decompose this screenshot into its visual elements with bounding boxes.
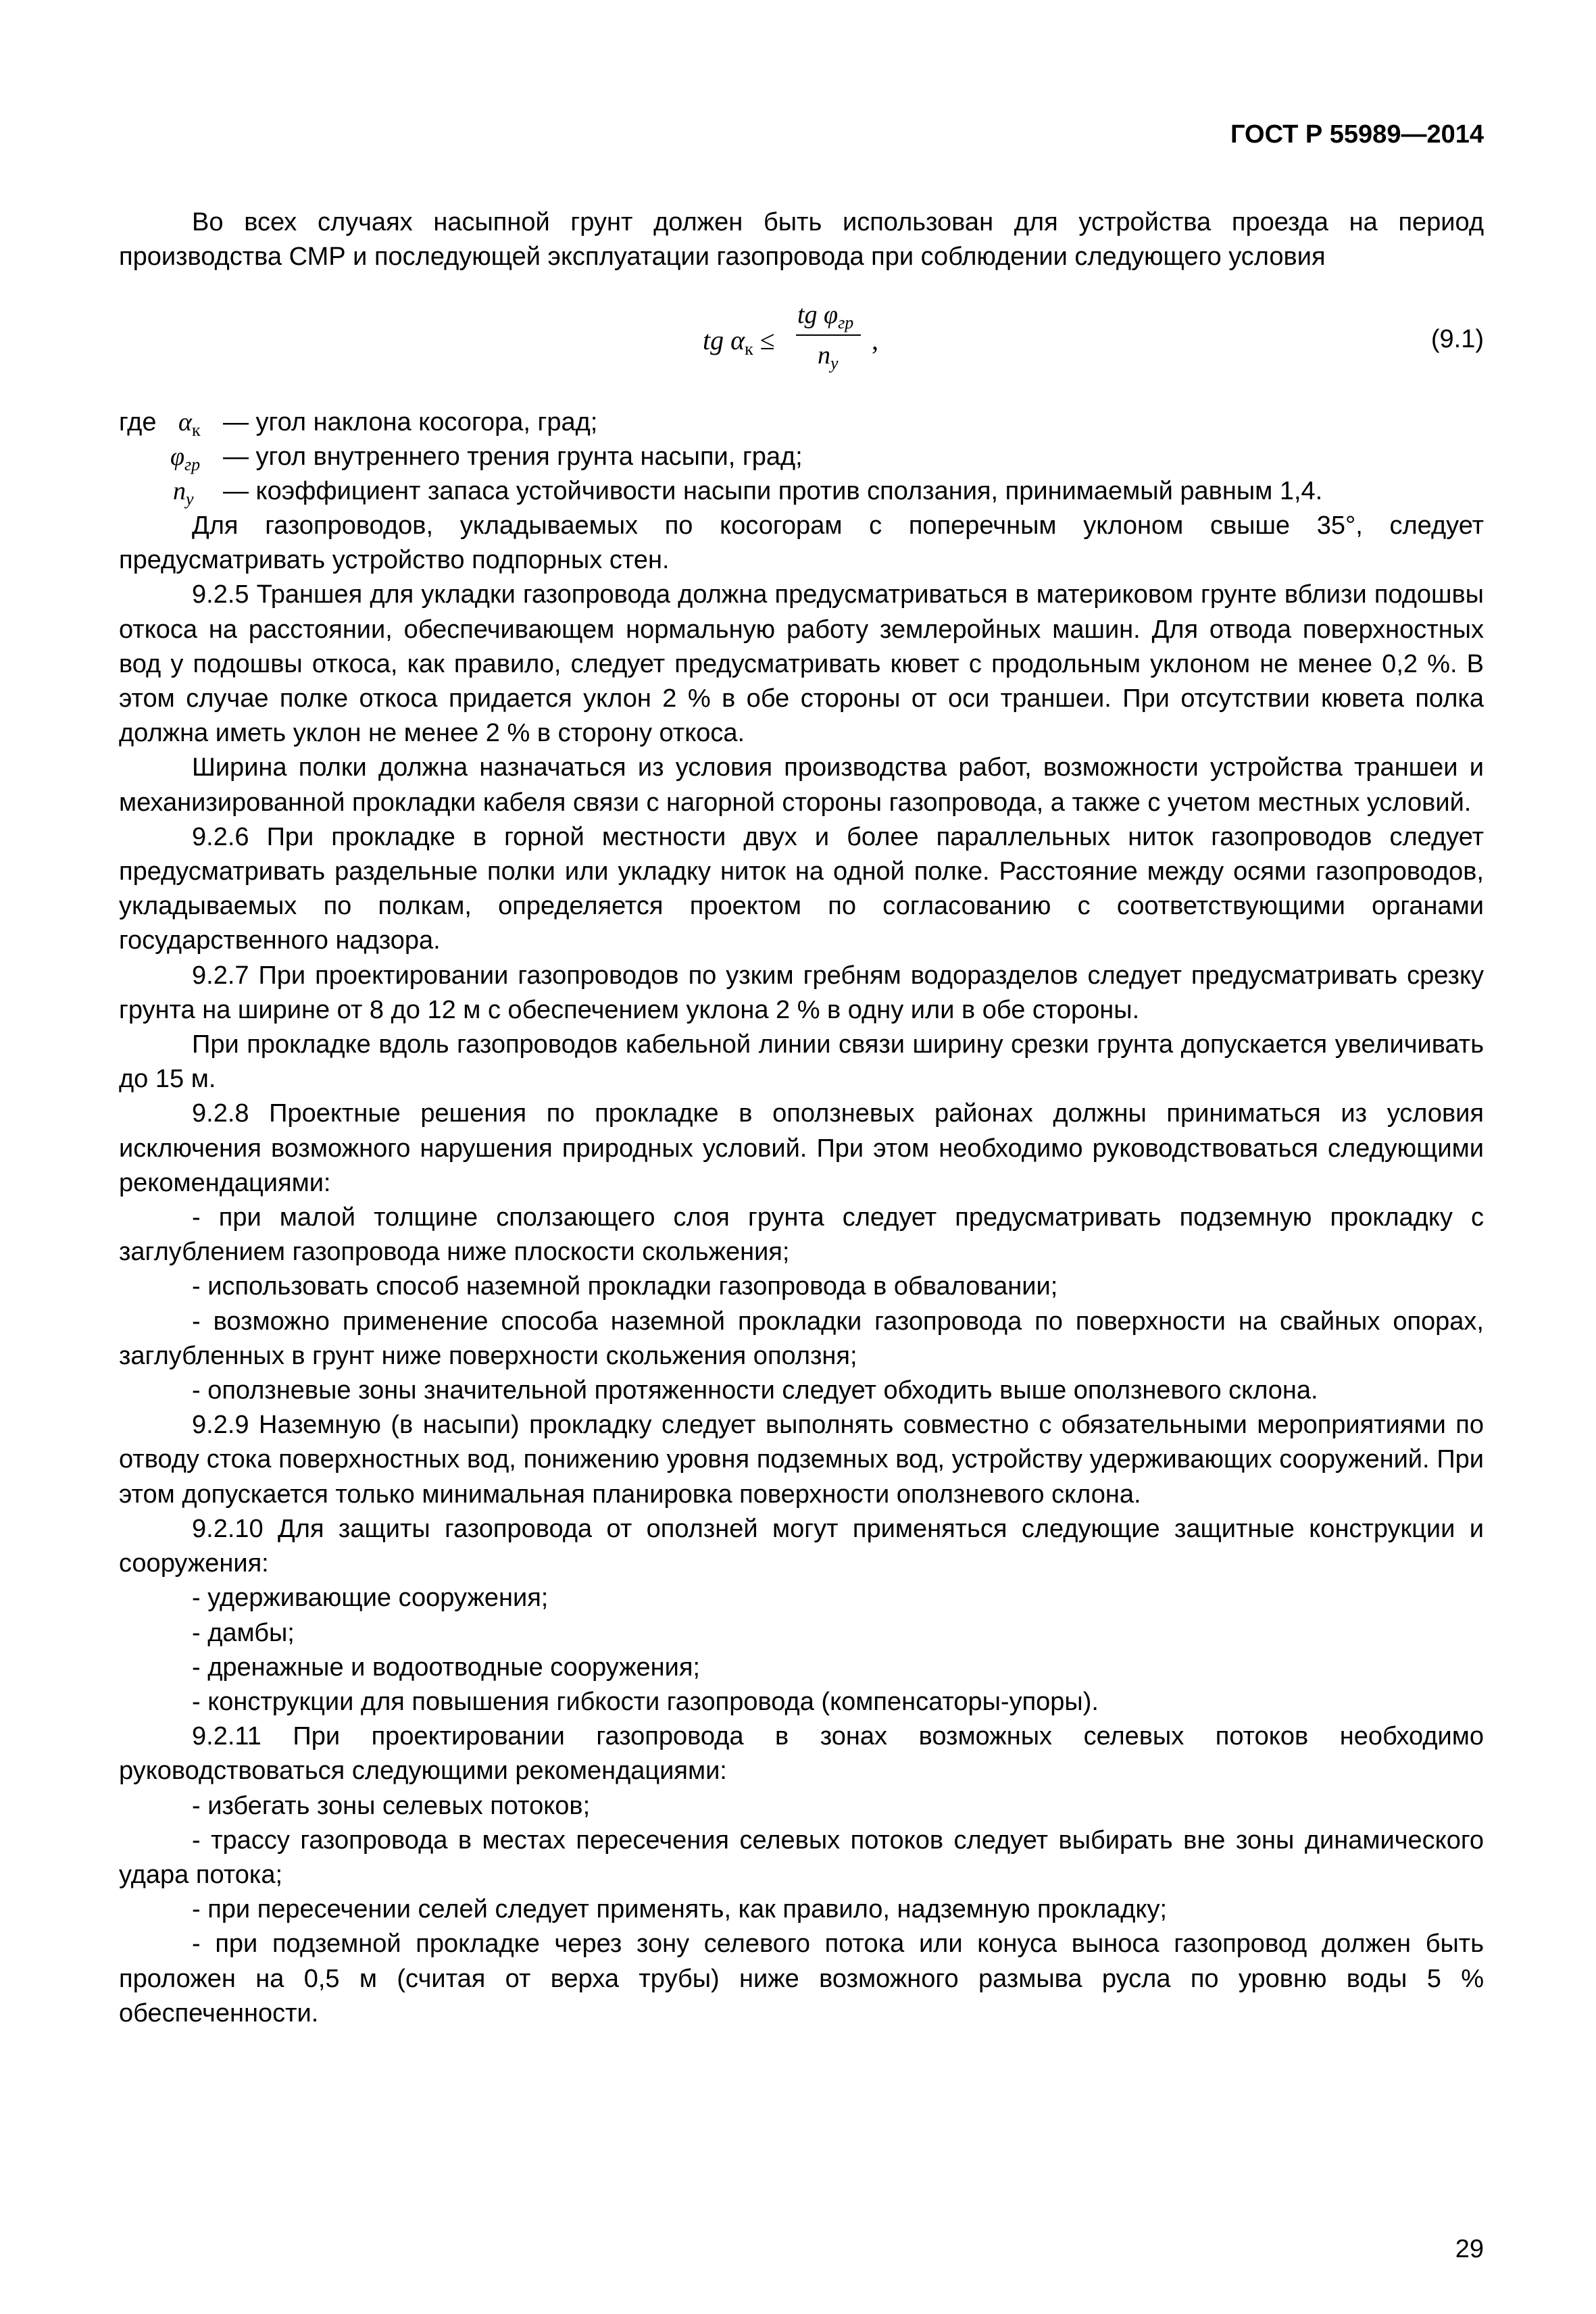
where-row-alpha: [119, 405, 598, 440]
paragraph: Для газопроводов, укладываемых по косогорам с поперечным уклоном свыше 35°, следует предусматривать устройство подпорных стен.: [119, 511, 1484, 575]
where-symbol: $\alpha_к$: [178, 408, 201, 440]
intro-paragraph: [119, 205, 1484, 274]
list-item: - трассу газопровода в местах пересечения селевых потоков следует выбирать вне зоны динамического удара потока;: [119, 1826, 1484, 1889]
paragraph-9-2-9: 9.2.9 Наземную (в насыпи) прокладку следует выполнять совместно с обязательными мероприятиями по отводу стока поверхностных вод, понижению уровня подземных вод, устройству удерживающих сооружений. При этом допускается только минимальная планировка поверхности оползневого склона.: [119, 1411, 1484, 1509]
formula-fraction-bar: [796, 334, 861, 336]
list-item: - при малой толщине сползающего слоя грунта следует предусматривать подземную прокладку с заглублением газопровода ниже плоскости скольжения;: [119, 1203, 1484, 1267]
body-text: [119, 509, 1484, 2031]
list-item: - дренажные и водоотводные сооружения;: [192, 1653, 700, 1682]
paragraph-9-2-10: 9.2.10 Для защиты газопровода от оползней могут применяться следующие защитные конструкции и сооружения:: [119, 1514, 1484, 1578]
paragraph-9-2-6: 9.2.6 При прокладке в горной местности двух и более параллельных ниток газопроводов следует предусматривать раздельные полки или укладку ниток на одной полке. Расстояние между осями газопроводов, укладываемых по полкам, определяется проектом по согласованию с соответствующими органами государственного надзора.: [119, 822, 1484, 955]
paragraph-intro: Во всех случаях насыпной грунт должен быть использован для устройства проезда на период производства СМР и последующей эксплуатации газопровода при соблюдении следующего условия: [119, 208, 1484, 272]
list-item: - при подземной прокладке через зону селевого потока или конуса выноса газопровод должен быть проложен на 0,5 м (считая от верха трубы) ниже возможного размыва русла по уровню воды 5 % обеспеченности.: [119, 1930, 1484, 2028]
paragraph-9-2-11: 9.2.11 При проектировании газопровода в зонах возможных селевых потоков необходимо руководствоваться следующими рекомендациями:: [119, 1722, 1484, 1786]
list-item: - избегать зоны селевых потоков;: [192, 1791, 591, 1820]
formula-denominator: $n_y$: [818, 341, 839, 373]
formula-numerator: tg $\varphi_{гр}$: [797, 301, 854, 332]
paragraph-9-2-7: 9.2.7 При проектировании газопроводов по узким гребням водоразделов следует предусматривать срезку грунта на ширине от 8 до 12 м с обеспечением уклона 2 % в одну или в обе стороны.: [119, 961, 1484, 1024]
equation-number: (9.1): [1430, 325, 1484, 353]
paragraph: Ширина полки должна назначаться из условия производства работ, возможности устройства траншеи и механизированной прокладки кабеля связи с нагорной стороны газопровода, а также с учетом местных условий.: [119, 753, 1484, 817]
list-item: - оползневые зоны значительной протяженности следует обходить выше оползневого склона.: [192, 1376, 1318, 1405]
paragraph-9-2-5: 9.2.5 Траншея для укладки газопровода должна предусматриваться в материковом грунте вблизи подошвы откоса на расстоянии, обеспечивающем нормальную работу землеройных машин. Для отвода поверхностных вод у подошвы откоса, как правило, следует предусматривать кювет с продольным уклоном не менее 0,2 %. В этом случае полке откоса придается уклон 2 % в обе стороны от оси траншеи. При отсутствии кювета полка должна иметь уклон не менее 2 % в сторону откоса.: [119, 580, 1484, 748]
list-item: - возможно применение способа наземной прокладки газопровода по поверхности на свайных опорах, заглубленных в грунт ниже поверхности скольжения оползня;: [119, 1307, 1484, 1370]
list-item: - при пересечении селей следует применять, как правило, надземную прокладку;: [192, 1895, 1168, 1924]
list-item: - дамбы;: [192, 1618, 295, 1647]
formula-comma: ,: [872, 325, 878, 355]
paragraph: При прокладке вдоль газопроводов кабельной линии связи ширину срезки грунта допускается увеличивать до 15 м.: [119, 1030, 1484, 1094]
formula-9-1: [703, 297, 905, 385]
list-item: - удерживающие сооружения;: [192, 1584, 549, 1613]
document-standard-id: ГОСТ Р 55989—2014: [1230, 120, 1484, 149]
where-symbol: $n_y$: [173, 477, 194, 509]
where-desc: — угол внутреннего трения грунта насыпи, град;: [223, 443, 803, 471]
where-lead: где: [119, 408, 157, 436]
list-item: - использовать способ наземной прокладки газопровода в обваловании;: [192, 1272, 1058, 1301]
list-item: - конструкции для повышения гибкости газопровода (компенсаторы-упоры).: [192, 1687, 1099, 1716]
where-desc: — угол наклона косогора, град;: [223, 408, 598, 436]
where-desc: — коэффициент запаса устойчивости насыпи против сползания, принимаемый равным 1,4.: [223, 477, 1323, 505]
where-symbol: $\varphi_{гр}$: [170, 443, 201, 474]
page-number: 29: [1455, 2235, 1484, 2263]
formula-left-side: tg $\alpha_к$ ≤: [703, 325, 775, 359]
paragraph-9-2-8: 9.2.8 Проектные решения по прокладке в оползневых районах должны приниматься из условия исключения возможного нарушения природных условий. При этом необходимо руководствоваться следующими рекомендациями:: [119, 1099, 1484, 1197]
